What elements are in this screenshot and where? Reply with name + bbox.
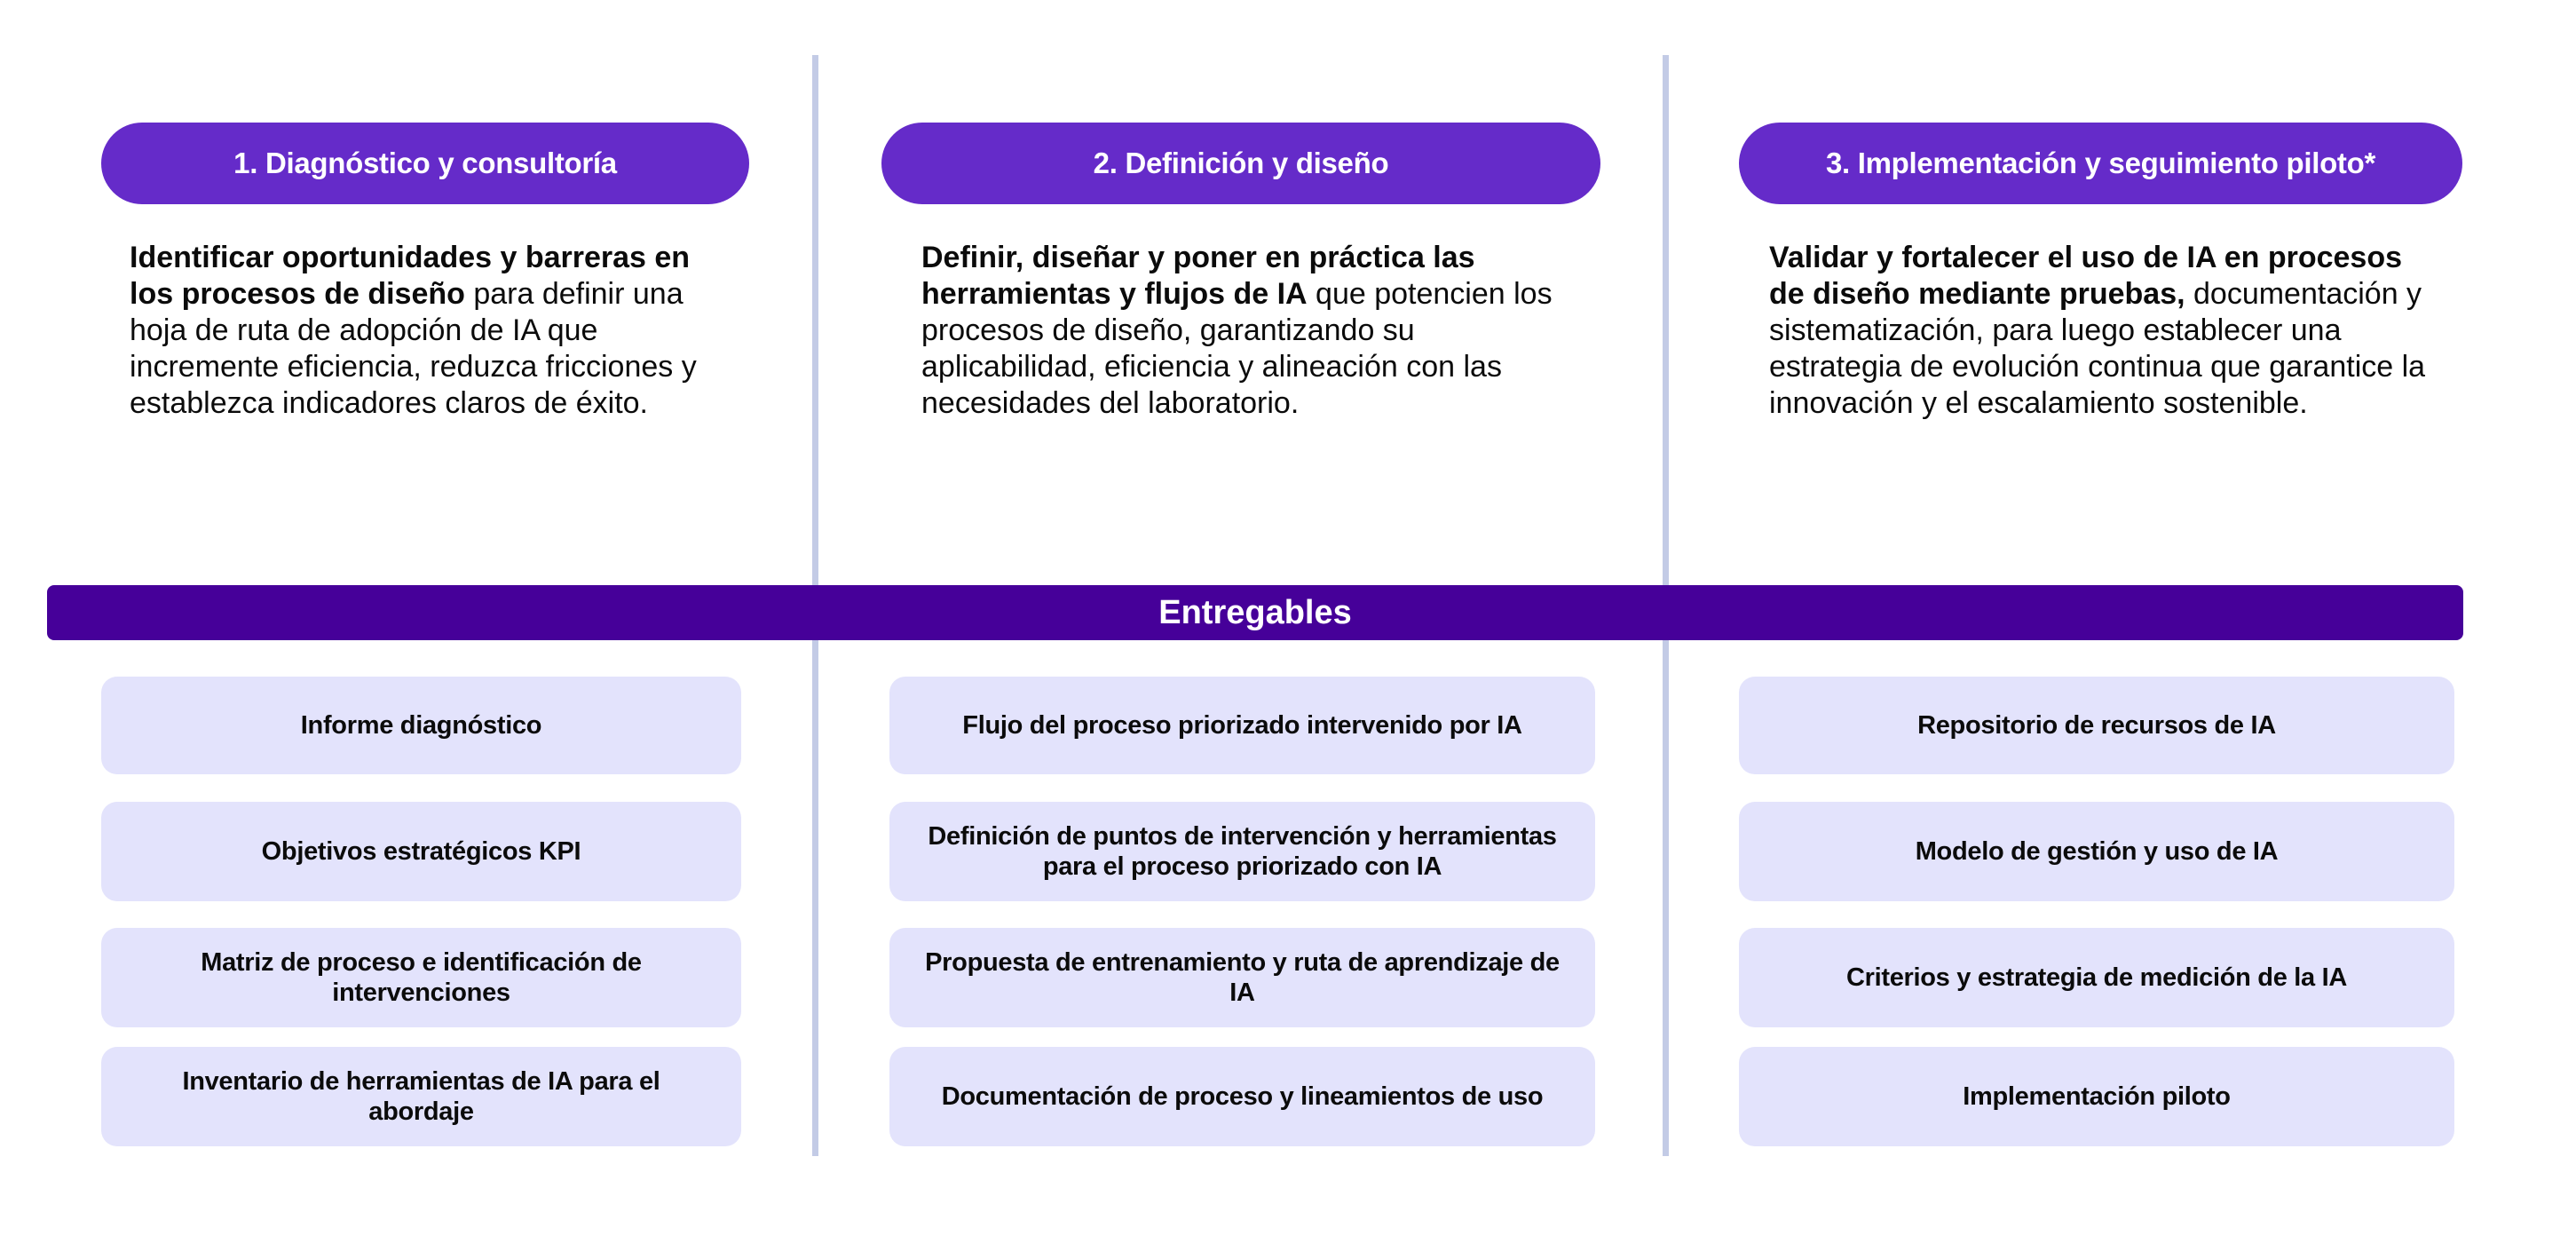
phase-1-description-bold: Identificar oportunidades y barreras en los procesos de diseño [130, 241, 691, 311]
phase-1-description-rest: para definir una hoja de ruta de adopción de IA que incremente eficiencia, reduzca fricciones y establezca indicadores claros de éxito. [130, 277, 697, 420]
deliverable-item [1739, 928, 2454, 1027]
deliverable-item [1739, 677, 2454, 774]
phase-2-description-rest: que potencien los procesos de diseño, garantizando su aplicabilidad, eficiencia y alineación con las necesidades del laboratorio. [921, 277, 1553, 420]
phase-2-description [921, 240, 1578, 422]
deliverable-item [1739, 1047, 2454, 1146]
deliverable-label: Informe diagnóstico [300, 711, 542, 740]
deliverable-item [101, 677, 741, 774]
deliverables-banner [47, 585, 2463, 640]
deliverable-label: Implementación piloto [1963, 1082, 2231, 1111]
deliverable-item [889, 1047, 1595, 1146]
deliverable-label: Flujo del proceso priorizado intervenido por IA [962, 711, 1522, 740]
phase-3-description [1769, 240, 2426, 422]
deliverable-label: Documentación de proceso y lineamientos de uso [941, 1082, 1544, 1111]
deliverable-label: Definición de puntos de intervención y herramientas para el proceso priorizado con IA [928, 822, 1557, 881]
deliverable-item [889, 677, 1595, 774]
deliverable-label: Modelo de gestión y uso de IA [1915, 837, 2279, 866]
deliverable-label: Criterios y estrategia de medición de la IA [1845, 963, 2348, 992]
deliverable-item [1739, 802, 2454, 901]
deliverable-item [889, 802, 1595, 901]
deliverable-label: Objetivos estratégicos KPI [261, 837, 581, 866]
deliverable-item [101, 1047, 741, 1146]
phase-1-title: 1. Diagnóstico y consultoría [233, 147, 617, 179]
deliverable-label: Matriz de proceso e identificación de intervenciones [201, 948, 642, 1007]
phase-3-description-bold: Validar y fortalecer el uso de IA en procesos de diseño mediante pruebas, [1769, 241, 2403, 311]
phase-1-header [101, 123, 749, 204]
phase-3-title: 3. Implementación y seguimiento piloto* [1825, 147, 2376, 179]
phase-2-description-bold: Definir, diseñar y poner en práctica las herramientas y flujos de IA [921, 241, 1475, 311]
deliverable-item [101, 928, 741, 1027]
phase-1-description [130, 240, 733, 422]
phase-3-description-rest: documentación y sistematización, para luego establecer una estrategia de evolución continua que garantice la innovación y el escalamiento sostenible. [1769, 277, 2426, 420]
deliverable-label: Propuesta de entrenamiento y ruta de aprendizaje de IA [925, 948, 1560, 1007]
deliverable-item [889, 928, 1595, 1027]
deliverables-label: Entregables [1158, 593, 1352, 631]
phase-2-title: 2. Definición y diseño [1093, 147, 1389, 179]
deliverable-item [101, 802, 741, 901]
deliverable-label: Repositorio de recursos de IA [1917, 711, 2276, 740]
phase-2-header [881, 123, 1600, 204]
deliverable-label: Inventario de herramientas de IA para el abordaje [182, 1067, 660, 1126]
phase-3-header [1739, 123, 2462, 204]
